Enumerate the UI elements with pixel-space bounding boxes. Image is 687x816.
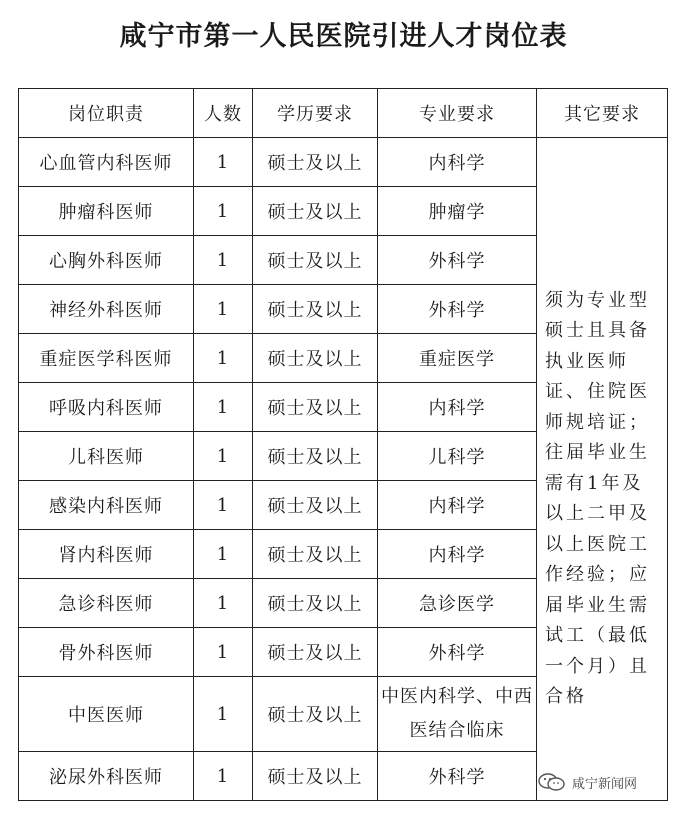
header-count: 人数: [194, 89, 253, 138]
count-cell: 1: [194, 138, 253, 187]
position-cell: 心血管内科医师: [19, 138, 194, 187]
count-cell: 1: [194, 677, 253, 752]
count-cell: 1: [194, 752, 253, 801]
position-cell: 心胸外科医师: [19, 236, 194, 285]
major-cell: 外科学: [378, 752, 537, 801]
position-cell: 中医医师: [19, 677, 194, 752]
major-cell: 肿瘤学: [378, 187, 537, 236]
count-cell: 1: [194, 628, 253, 677]
header-education: 学历要求: [253, 89, 378, 138]
education-cell: 硕士及以上: [253, 285, 378, 334]
count-cell: 1: [194, 530, 253, 579]
other-requirements-text: 须为专业型硕士且具备执业医师证、住院医师规培证；往届毕业生需有1年及以上二甲及以上医院工作经验；应届毕业生需试工（最低一个月）且合格: [545, 289, 650, 707]
header-other: 其它要求: [537, 89, 668, 138]
major-cell: 外科学: [378, 285, 537, 334]
education-cell: 硕士及以上: [253, 236, 378, 285]
watermark: [537, 772, 637, 792]
education-cell: 硕士及以上: [253, 481, 378, 530]
education-cell: 硕士及以上: [253, 752, 378, 801]
position-cell: 骨外科医师: [19, 628, 194, 677]
position-cell: 肿瘤科医师: [19, 187, 194, 236]
header-major: 专业要求: [378, 89, 537, 138]
education-cell: 硕士及以上: [253, 187, 378, 236]
count-cell: 1: [194, 236, 253, 285]
positions-table: [18, 88, 668, 801]
count-cell: 1: [194, 481, 253, 530]
position-cell: 感染内科医师: [19, 481, 194, 530]
other-requirements-cell: [537, 138, 668, 801]
education-cell: 硕士及以上: [253, 432, 378, 481]
table-row: [19, 138, 668, 187]
page-title: 咸宁市第一人民医院引进人才岗位表: [119, 21, 568, 52]
position-cell: 神经外科医师: [19, 285, 194, 334]
count-cell: 1: [194, 579, 253, 628]
count-cell: 1: [194, 334, 253, 383]
watermark-text: 咸宁新闻网: [572, 776, 638, 792]
count-cell: 1: [194, 187, 253, 236]
major-cell: 儿科学: [378, 432, 537, 481]
education-cell: 硕士及以上: [253, 628, 378, 677]
position-cell: 呼吸内科医师: [19, 383, 194, 432]
major-cell: 中医内科学、中西医结合临床: [378, 677, 537, 752]
header-position: 岗位职责: [19, 89, 194, 138]
position-cell: 急诊科医师: [19, 579, 194, 628]
education-cell: 硕士及以上: [253, 138, 378, 187]
major-cell: 内科学: [378, 138, 537, 187]
major-cell: 外科学: [378, 236, 537, 285]
education-cell: 硕士及以上: [253, 530, 378, 579]
education-cell: 硕士及以上: [253, 579, 378, 628]
education-cell: 硕士及以上: [253, 383, 378, 432]
major-cell: 急诊医学: [378, 579, 537, 628]
table-header-row: [19, 89, 668, 138]
major-cell: 重症医学: [378, 334, 537, 383]
count-cell: 1: [194, 383, 253, 432]
count-cell: 1: [194, 285, 253, 334]
major-cell: 内科学: [378, 383, 537, 432]
education-cell: 硕士及以上: [253, 677, 378, 752]
major-cell: 内科学: [378, 481, 537, 530]
wechat-icon: [537, 772, 567, 792]
major-cell: 外科学: [378, 628, 537, 677]
count-cell: 1: [194, 432, 253, 481]
major-cell: 内科学: [378, 530, 537, 579]
education-cell: 硕士及以上: [253, 334, 378, 383]
position-cell: 肾内科医师: [19, 530, 194, 579]
position-cell: 儿科医师: [19, 432, 194, 481]
position-cell: 泌尿外科医师: [19, 752, 194, 801]
position-cell: 重症医学科医师: [19, 334, 194, 383]
